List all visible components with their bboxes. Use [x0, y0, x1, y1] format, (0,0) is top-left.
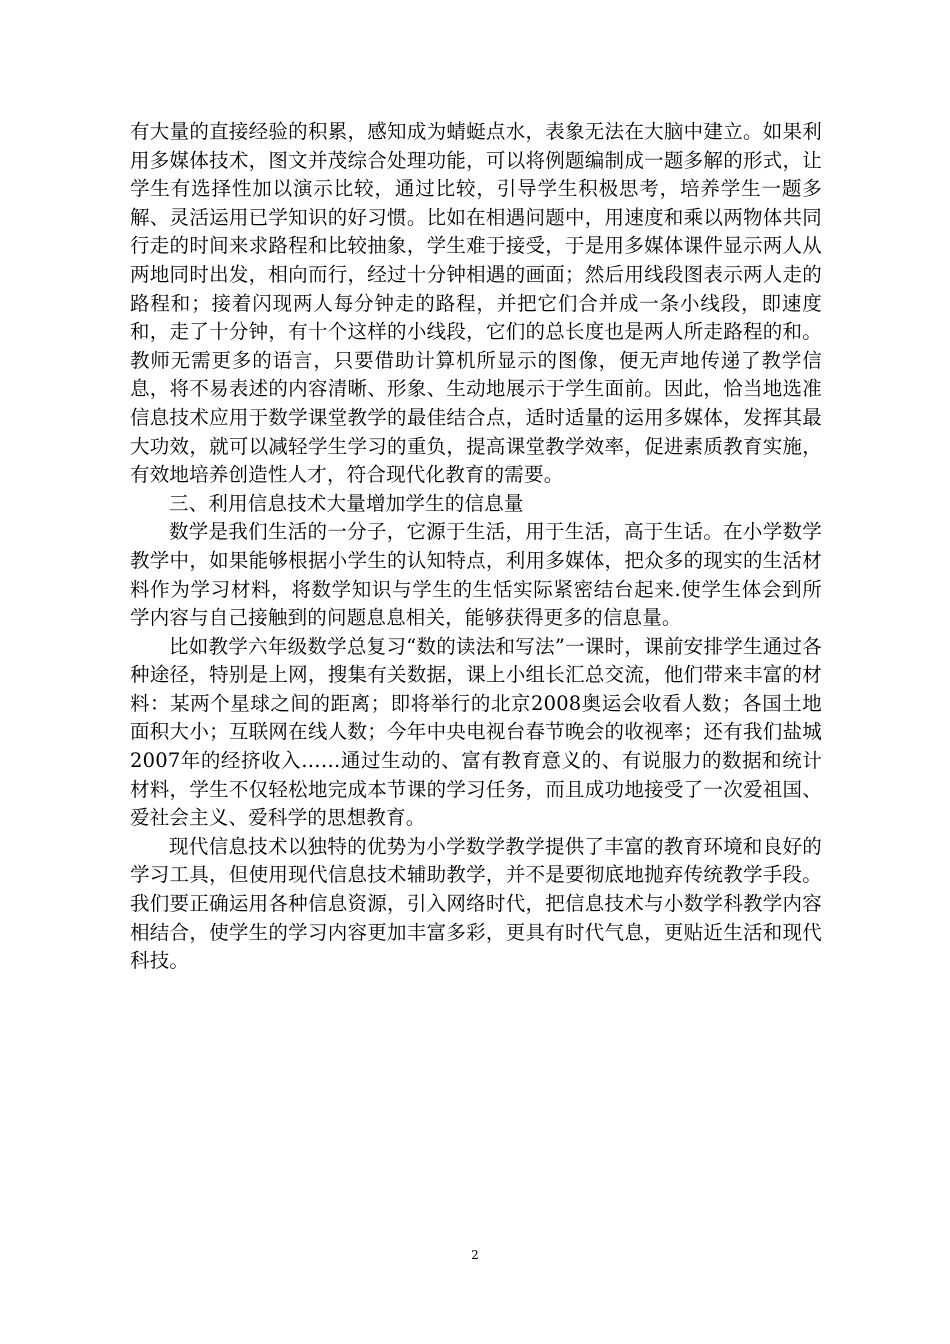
paragraph-continuation: 有大量的直接经验的积累，感知成为蜻蜓点水，表象无法在大脑中建立。如果利用多媒体技术，图文并茂综合处理功能，可以将例题编制成一题多解的形式，让学生有选择性加以演示比较，通过比较，引导学生积极思考，培养学生一题多解、灵活运用已学知识的好习惯。比如在相遇问题中，用速度和乘以两物体共同行走的时间来求路程和比较抽象，学生难于接受，于是用多媒体课件显示两人从两地同时出发，相向而行，经过十分钟相遇的画面；然后用线段图表示两人走的路程和；接着闪现两人每分钟走的路程，并把它们合并成一条小线段，即速度和，走了十分钟，有十个这样的小线段，它们的总长度也是两人所走路程的和。教师无需更多的语言，只要借助计算机所显示的图像，便无声地传递了教学信息，将不易表述的内容清晰、形象、生动地展示于学生面前。因此，恰当地选准信息技术应用于数学课堂教学的最佳结合点，适时适量的运用多媒体，发挥其最大功效，就可以减轻学生学习的重负，提高课堂教学效率，促进素质教育实施，有效地培养创造性人才，符合现代化教育的需要。	[130, 120, 822, 487]
paragraph: 比如教学六年级数学总复习“数的读法和写法”一课时，课前安排学生通过各种途径，特别是上网，搜集有关数据，课上小组长汇总交流，他们带来丰富的材料：某两个星球之间的距离；即将举行的北京2008奥运会收看人数；各国土地面积大小；互联网在线人数；今年中央电视台春节晚会的收视率；还有我们盐城2007年的经挤收入……通过生动的、富有教育意义的、有说服力的数据和统计材料，学生不仅轻松地完成本节课的学习任务，而且成功地接受了一次爱祖国、爱社会主义、爱科学的思想教育。	[130, 634, 822, 830]
page-number: 2	[471, 1248, 479, 1262]
document-body	[130, 118, 822, 976]
paragraph: 数学是我们生活的一分子，它源于生活，用于生活，高于生话。在小学数学教学中，如果能够根据小学生的认知特点，利用多媒体，把众多的现实的生活材料作为学习材料，将数学知识与学生的生恬实际紧密结台起来.使学生体会到所学内容与自己接触到的问题息息相关，能够获得更多的信息量。	[130, 520, 822, 630]
section-heading: 三、利用信息技术大量增加学生的信息量	[169, 491, 524, 515]
paragraph: 现代信息技术以独特的优势为小学数学教学提供了丰富的教育环境和良好的学习工具，但使用现代信息技术辅助教学，并不是要彻底地抛弃传统教学手段。我们要正确运用各种信息资源，引入网络时代，把信息技术与小数学科教学内容相结合，使学生的学习内容更加丰富多彩，更具有时代气息，更贴近生活和现代科技。	[130, 834, 822, 973]
